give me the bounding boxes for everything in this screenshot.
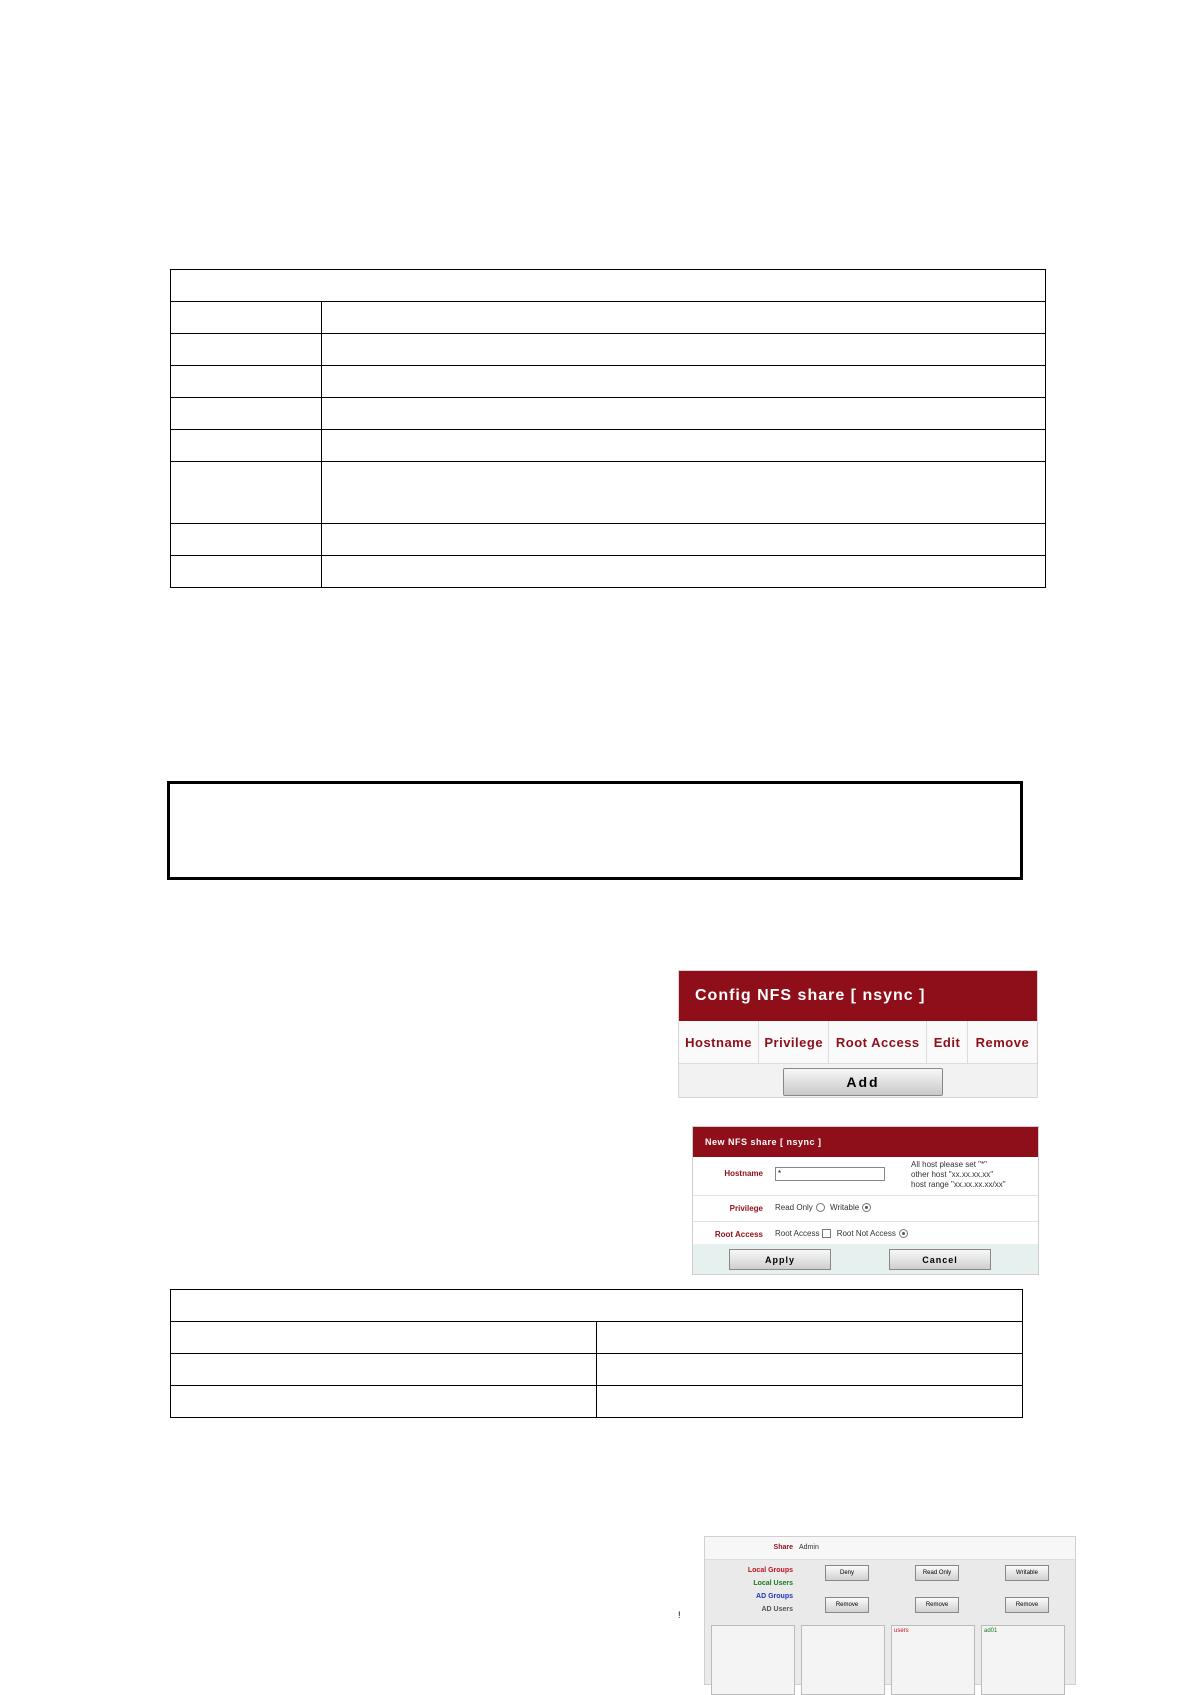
new-share-title: New NFS share [ nsync ]	[693, 1127, 1038, 1157]
new-share-footer	[693, 1244, 1038, 1274]
config-nfs-title: Config NFS share [ nsync ]	[679, 971, 1037, 1021]
privilege-label: Privilege	[729, 1204, 763, 1213]
root-access-label: Root Access	[714, 1230, 763, 1239]
writable-radio[interactable]	[862, 1203, 871, 1212]
root-access-checkbox[interactable]	[822, 1229, 831, 1238]
read-only-entry[interactable]: users	[894, 1628, 909, 1634]
help-line: host range "xx.xx.xx.xx/xx"	[911, 1180, 1006, 1189]
ad-users-label: AD Users	[761, 1606, 793, 1613]
table-cell	[171, 430, 322, 462]
add-row	[679, 1064, 1037, 1098]
share-permissions-panel	[704, 1536, 1076, 1685]
table-cell	[322, 462, 1046, 524]
column-remove: Remove	[975, 1034, 1030, 1050]
local-groups-label: Local Groups	[747, 1567, 793, 1574]
ad-groups-label: AD Groups	[756, 1593, 793, 1600]
table-cell	[322, 556, 1046, 588]
share-value: Admin	[799, 1544, 819, 1551]
apply-button[interactable]: Apply	[729, 1249, 831, 1270]
table-cell	[597, 1322, 1023, 1354]
table-cell	[171, 1386, 597, 1418]
table-header-cell	[171, 1290, 1023, 1322]
hostname-row	[693, 1157, 1038, 1196]
privilege-row	[693, 1196, 1038, 1222]
help-line: other host "xx.xx.xx.xx"	[911, 1170, 994, 1179]
read-only-button[interactable]: Read Only	[915, 1565, 959, 1581]
help-line: All host please set "*"	[911, 1160, 987, 1169]
add-button[interactable]: Add	[783, 1068, 943, 1096]
table-header-cell	[171, 270, 1046, 302]
remove-deny-button[interactable]: Remove	[825, 1597, 869, 1613]
remove-writable-button[interactable]: Remove	[1005, 1597, 1049, 1613]
writable-button[interactable]: Writable	[1005, 1565, 1049, 1581]
share-row	[705, 1537, 1075, 1560]
table-cell	[171, 1322, 597, 1354]
privilege-options	[775, 1203, 874, 1212]
nfs-columns-header	[679, 1021, 1037, 1064]
note-box	[167, 781, 1023, 880]
hostname-value: *	[778, 1169, 782, 1178]
edge-mark: !	[678, 1610, 681, 1620]
hostname-help	[911, 1160, 1006, 1190]
writable-label: Writable	[830, 1203, 860, 1212]
table-cell	[322, 334, 1046, 366]
table-cell	[171, 398, 322, 430]
table-cell	[171, 302, 322, 334]
root-access-row	[693, 1222, 1038, 1246]
new-nfs-share-panel	[692, 1126, 1039, 1275]
config-nfs-share-panel	[678, 970, 1038, 1098]
table-cell	[322, 524, 1046, 556]
table-cell	[171, 462, 322, 524]
root-access-options	[775, 1229, 911, 1238]
hostname-label: Hostname	[724, 1169, 763, 1178]
column-privilege: Privilege	[759, 1021, 829, 1063]
table-cell	[322, 366, 1046, 398]
column-root-access: Root Access	[829, 1021, 927, 1063]
share-label: Share	[773, 1544, 793, 1551]
table-cell	[322, 398, 1046, 430]
read-only-label: Read Only	[775, 1203, 813, 1212]
table-cell	[171, 556, 322, 588]
column-edit: Edit	[927, 1021, 968, 1063]
remove-read-only-button[interactable]: Remove	[915, 1597, 959, 1613]
root-not-access-radio[interactable]	[899, 1229, 908, 1238]
local-users-label: Local Users	[753, 1580, 793, 1587]
deny-button[interactable]: Deny	[825, 1565, 869, 1581]
table-cell	[322, 302, 1046, 334]
column-hostname: Hostname	[679, 1021, 759, 1063]
table-cell	[171, 1354, 597, 1386]
root-not-access-label: Root Not Access	[836, 1229, 896, 1238]
cancel-button[interactable]: Cancel	[889, 1249, 991, 1270]
table-cell	[597, 1354, 1023, 1386]
table-cell	[322, 430, 1046, 462]
options-table	[170, 1289, 1023, 1418]
table-cell	[171, 524, 322, 556]
table-cell	[171, 334, 322, 366]
read-only-radio[interactable]	[816, 1203, 825, 1212]
table-cell	[171, 366, 322, 398]
properties-table	[170, 269, 1046, 588]
table-cell	[597, 1386, 1023, 1418]
writable-entry[interactable]: ad01	[984, 1628, 998, 1634]
hostname-input[interactable]	[775, 1167, 885, 1181]
root-access-option-label: Root Access	[775, 1229, 820, 1238]
